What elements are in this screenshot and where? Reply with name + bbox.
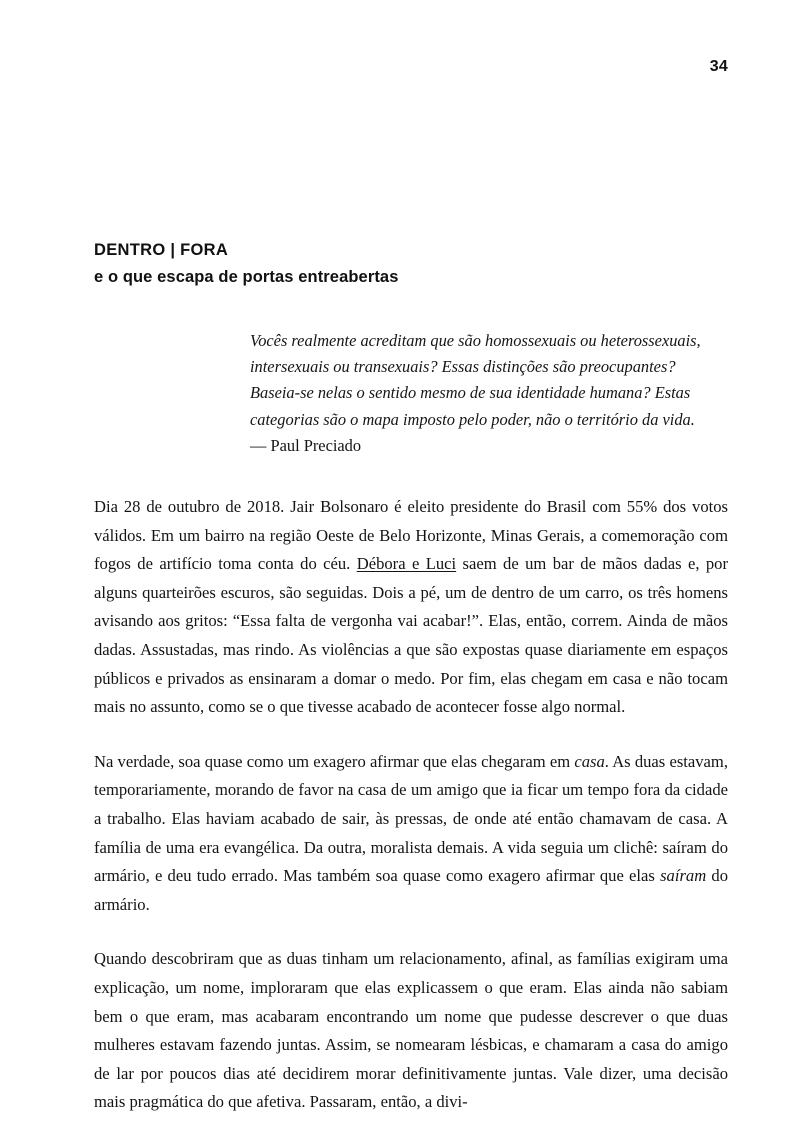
body-paragraph-2 [94, 748, 728, 920]
epigraph-block [250, 328, 728, 459]
page-content [94, 238, 728, 1133]
paragraph-1-text-a: Dia 28 de outubro de 2018. Jair Bolsonaro é eleito presidente do Brasil com 55% dos votos válidos. Em um bairro na região Oeste de Belo Horizonte, Minas Gerais, a comemoração com fogos de artifício toma conta do céu. [94, 497, 728, 574]
paragraph-2-text-b: . As duas estavam, temporariamente, morando de favor na casa de um amigo que ia ficar um tempo fora da cidade a trabalho. Elas haviam acabado de sair, às pressas, de onde até então chamavam de casa. A família de uma era evangélica. Da outra, moralista demais. A vida seguia um clichê: saíram do armário, e deu tudo errado. Mas também soa quase como exagero afirmar que elas [94, 751, 728, 886]
paragraph-2-text-c: do armário. [94, 866, 729, 914]
paragraph-2-emphasis-casa: casa [574, 751, 605, 771]
chapter-subtitle: e o que escapa de portas entreabertas [94, 268, 399, 286]
paragraph-2-text-a: Na verdade, soa quase como um exagero afirmar que elas chegaram em [94, 751, 575, 771]
body-paragraph-1 [94, 493, 728, 722]
page-number: 34 [709, 58, 728, 75]
epigraph-quote: Vocês realmente acreditam que são homossexuais ou heterossexuais, intersexuais ou transexuais? Essas distinções são preocupantes? Baseia-se nelas o sentido mesmo de sua identidade humana? Estas categorias são o mapa imposto pelo poder, não o território da vida. [250, 331, 701, 429]
paragraph-2-emphasis-sairam: saíram [660, 866, 707, 886]
body-paragraph-3: Quando descobriram que as duas tinham um relacionamento, afinal, as famílias exigiram uma explicação, um nome, imploraram que elas explicassem o que eram. Elas ainda não sabiam bem o que eram, mas acabaram encontrando um nome que pudesse descrever o que duas mulheres estavam fazendo juntas. Assim, se nomearam lésbicas, e chamaram a casa do amigo de lar por poucos dias até decidirem morar definitivamente juntas. Vale dizer, uma decisão mais pragmática do que afetiva. Passaram, então, a divi- [94, 949, 728, 1112]
paragraph-1-names-link[interactable]: Débora e Luci [356, 554, 457, 574]
paragraph-1-text-b: saem de um bar de mãos dadas e, por alguns quarteirões escuros, são seguidas. Dois a pé, um de dentro de um carro, os três homens avisando aos gritos: “Essa falta de vergonha vai acabar!”. Elas, então, correm. Ainda de mãos dadas. Assustadas, mas rindo. As violências a que são expostas quase diariamente em espaços públicos e privados as ensinaram a domar o medo. Por fim, elas chegam em casa e não tocam mais no assunto, como se o que tivesse acabado de acontecer fosse algo normal. [94, 554, 728, 717]
epigraph-attribution: — Paul Preciado [250, 435, 362, 455]
chapter-title: DENTRO | FORA [94, 241, 229, 259]
